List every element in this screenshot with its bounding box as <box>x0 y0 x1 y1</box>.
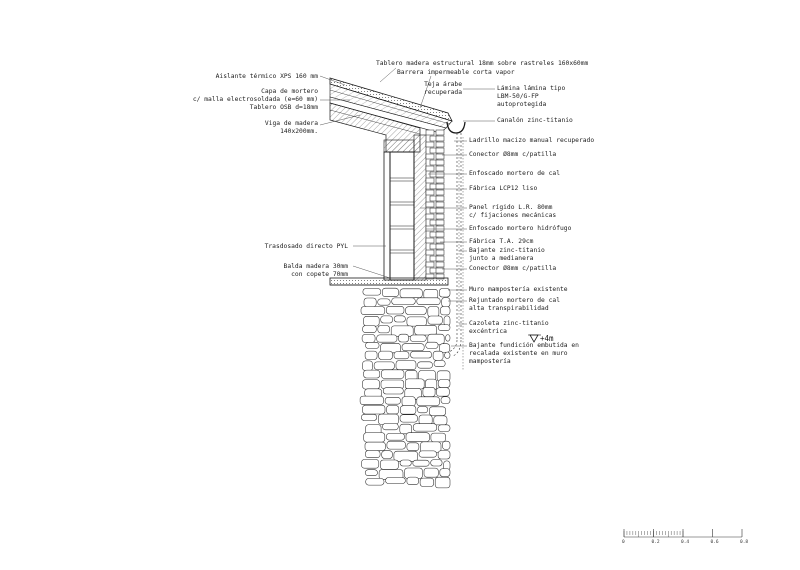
masonry-stone <box>442 298 450 307</box>
label-lime-pointing: Rejuntado mortero de cal alta transpirabilidad <box>469 297 560 312</box>
masonry-stone <box>400 289 422 298</box>
masonry-stone <box>383 423 399 429</box>
rigid-insulation-panel <box>414 135 426 280</box>
masonry-stone <box>396 361 416 370</box>
masonry-stone <box>363 289 381 296</box>
masonry-stone <box>382 451 393 459</box>
masonry-stone <box>407 317 427 326</box>
label-xps-insulation: Aislante térmico XPS 160 mm <box>215 73 318 80</box>
masonry-stone <box>381 380 404 389</box>
floor-slab <box>330 278 448 285</box>
label-vapour-barrier: Barrera impermeable corta vapor <box>397 69 515 76</box>
masonry-stone <box>365 342 379 348</box>
brick <box>436 184 444 189</box>
scale-bar <box>622 529 748 545</box>
masonry-stone <box>365 351 377 360</box>
masonry-stone <box>386 433 404 440</box>
masonry-stone <box>418 362 433 368</box>
scale-tick-label: 0.4 <box>681 540 690 545</box>
masonry-stone <box>438 451 450 459</box>
masonry-stone <box>366 478 384 485</box>
masonry-stone <box>419 451 437 457</box>
brick <box>436 268 444 273</box>
label-arab-tile: Teja árabe recuperada <box>424 81 462 96</box>
brick <box>436 238 444 243</box>
scale-tick-label: 0 <box>622 540 625 545</box>
masonry-stone <box>442 441 450 449</box>
masonry-stone <box>438 425 450 432</box>
brick <box>426 202 434 207</box>
brick <box>426 214 434 219</box>
wall-head <box>384 140 414 152</box>
masonry-stone <box>365 442 385 451</box>
masonry-stone <box>392 298 416 305</box>
label-lime-render: Enfoscado mortero de cal <box>469 170 560 177</box>
masonry-stone <box>433 351 443 360</box>
brick <box>436 226 444 231</box>
scale-tick-label: 0.2 <box>651 540 660 545</box>
label-gutter: Canalón zinc-titanio <box>497 117 573 124</box>
brick <box>426 166 434 171</box>
label-rigid-panel: Panel rígido L.R. 80mm c/ fijaciones mecánicas <box>469 204 557 219</box>
scale-tick-label: 0.8 <box>740 540 749 545</box>
brick <box>436 148 444 153</box>
brick <box>426 250 434 255</box>
masonry-stone <box>374 362 394 370</box>
masonry-stone <box>379 351 393 359</box>
label-ta-brickwork: Fábrica T.A. 29cm <box>469 238 534 245</box>
masonry-stone <box>440 307 450 315</box>
masonry-stone <box>419 415 432 425</box>
masonry-stone <box>413 460 429 466</box>
interior-lining <box>384 152 390 280</box>
masonry-stone <box>399 334 409 342</box>
masonry-stone <box>428 307 439 318</box>
masonry-stone <box>407 443 419 451</box>
label-timber-beam: Viga de madera 140x200mm. <box>264 120 318 135</box>
masonry-stone <box>365 451 380 458</box>
masonry-stone <box>431 460 442 466</box>
masonry-stone <box>386 478 406 484</box>
stone-masonry-wall <box>360 285 450 488</box>
masonry-stone <box>386 306 404 314</box>
brick <box>426 154 434 159</box>
label-masonry-wall: Muro mampostería existente <box>469 286 568 293</box>
scale-tick-label: 0.6 <box>710 540 719 545</box>
masonry-stone <box>441 397 450 404</box>
brick <box>426 262 434 267</box>
masonry-stone <box>365 389 382 397</box>
masonry-stone <box>363 326 377 333</box>
masonry-stone <box>400 460 411 466</box>
masonry-stone <box>415 325 437 335</box>
masonry-stone <box>407 477 419 485</box>
masonry-stone <box>446 335 450 342</box>
masonry-stone <box>402 397 415 407</box>
masonry-stone <box>381 370 404 379</box>
wall-assembly <box>384 130 444 280</box>
brick <box>426 238 434 243</box>
brick <box>436 190 444 195</box>
masonry-stone <box>423 387 435 396</box>
masonry-stone <box>362 459 379 468</box>
label-structural-board: Tablero madera estructural 18mm sobre rastreles 160x60mm <box>376 60 589 67</box>
label-rainwater-head: Cazoleta zinc-titanio excéntrica <box>469 320 549 335</box>
brick <box>436 154 444 159</box>
masonry-stone <box>383 388 403 394</box>
brick <box>436 166 444 171</box>
masonry-stone <box>364 370 380 378</box>
masonry-stone <box>382 288 398 297</box>
brick <box>426 190 434 195</box>
brick <box>426 130 434 135</box>
masonry-stone <box>406 433 430 442</box>
masonry-stone <box>437 388 450 397</box>
masonry-stone <box>360 396 383 405</box>
masonry-stone <box>385 397 400 404</box>
masonry-stone <box>426 342 438 348</box>
brick <box>426 178 434 183</box>
label-brick: Ladrillo macizo manual recuperado <box>469 137 595 144</box>
brick <box>436 232 444 237</box>
masonry-stone <box>400 424 412 434</box>
label-cast-downpipe: Bajante fundición embutida en recalada existente en muro mampostería <box>469 342 579 365</box>
masonry-stone <box>363 361 373 371</box>
masonry-stone <box>365 470 377 476</box>
masonry-stone <box>417 397 440 406</box>
label-timber-shelf: Balda madera 30mm con copete 70mm <box>283 263 348 278</box>
masonry-stone <box>420 478 434 487</box>
leader-line <box>380 68 396 82</box>
brick <box>426 142 434 147</box>
masonry-stone <box>400 406 416 415</box>
brick <box>436 262 444 267</box>
level-marker-text: +4m <box>540 334 554 343</box>
masonry-stone <box>424 468 438 477</box>
brick <box>436 220 444 225</box>
brick <box>436 142 444 147</box>
masonry-stone <box>381 316 393 323</box>
brick <box>436 214 444 219</box>
masonry-stone <box>394 352 409 359</box>
masonry-stone <box>394 316 405 322</box>
masonry-stone <box>363 405 386 414</box>
masonry-stone <box>431 433 446 442</box>
label-mortar-osb: Capa de mortero c/ malla electrosoldada (e=60 mm) Tablero OSB d=18mm <box>192 88 318 111</box>
masonry-stone <box>377 335 397 342</box>
brick <box>436 208 444 213</box>
brick-facing <box>426 130 444 279</box>
label-waterproof-render: Enfoscado mortero hidrófugo <box>469 225 572 232</box>
brick <box>436 250 444 255</box>
brick <box>436 178 444 183</box>
masonry-stone <box>380 460 398 469</box>
masonry-stone <box>438 380 450 388</box>
label-connector-1: Conector Ø8mm c/patilla <box>469 151 557 158</box>
masonry-stone <box>440 469 450 477</box>
label-membrane: Lámina lámina tipo LBM-50/G-FP autoprotegida <box>497 85 566 108</box>
masonry-stone <box>410 335 426 341</box>
label-pyl-lining: Trasdosado directo PYL <box>264 243 348 250</box>
masonry-stone <box>361 414 377 420</box>
masonry-stone <box>406 307 427 315</box>
masonry-stone <box>429 407 445 416</box>
brick <box>436 244 444 249</box>
timber-frame <box>390 152 414 280</box>
masonry-stone <box>364 316 380 326</box>
brick <box>436 196 444 201</box>
masonry-stone <box>445 352 450 359</box>
masonry-stone <box>361 307 385 315</box>
masonry-stone <box>435 477 450 488</box>
masonry-stone <box>434 360 445 366</box>
masonry-stone <box>428 316 443 324</box>
label-lcp-brickwork: Fábrica LCP12 liso <box>469 185 538 192</box>
masonry-stone <box>438 325 450 331</box>
masonry-stone <box>387 406 399 414</box>
masonry-stone <box>434 416 447 425</box>
brick <box>436 136 444 141</box>
masonry-stone <box>402 344 424 351</box>
masonry-stone <box>364 433 385 443</box>
masonry-stone <box>378 414 398 424</box>
masonry-stone <box>363 380 380 390</box>
masonry-stone <box>411 351 432 358</box>
brick <box>436 256 444 261</box>
brick <box>436 172 444 177</box>
brick <box>426 226 434 231</box>
masonry-stone <box>400 415 418 422</box>
masonry-stone <box>413 424 437 431</box>
masonry-stone <box>405 379 424 389</box>
masonry-stone <box>364 298 376 307</box>
masonry-stone <box>362 334 375 342</box>
masonry-stone <box>417 298 440 305</box>
brick <box>436 202 444 207</box>
masonry-stone <box>378 299 391 305</box>
masonry-stone <box>378 326 390 333</box>
masonry-stone <box>387 441 406 449</box>
brick <box>436 160 444 165</box>
brick <box>436 130 444 135</box>
label-downpipe: Bajante zinc-titanio junto a medianera <box>469 247 545 262</box>
label-connector-2: Conector Ø8mm c/patilla <box>469 265 557 272</box>
masonry-stone <box>417 407 427 413</box>
